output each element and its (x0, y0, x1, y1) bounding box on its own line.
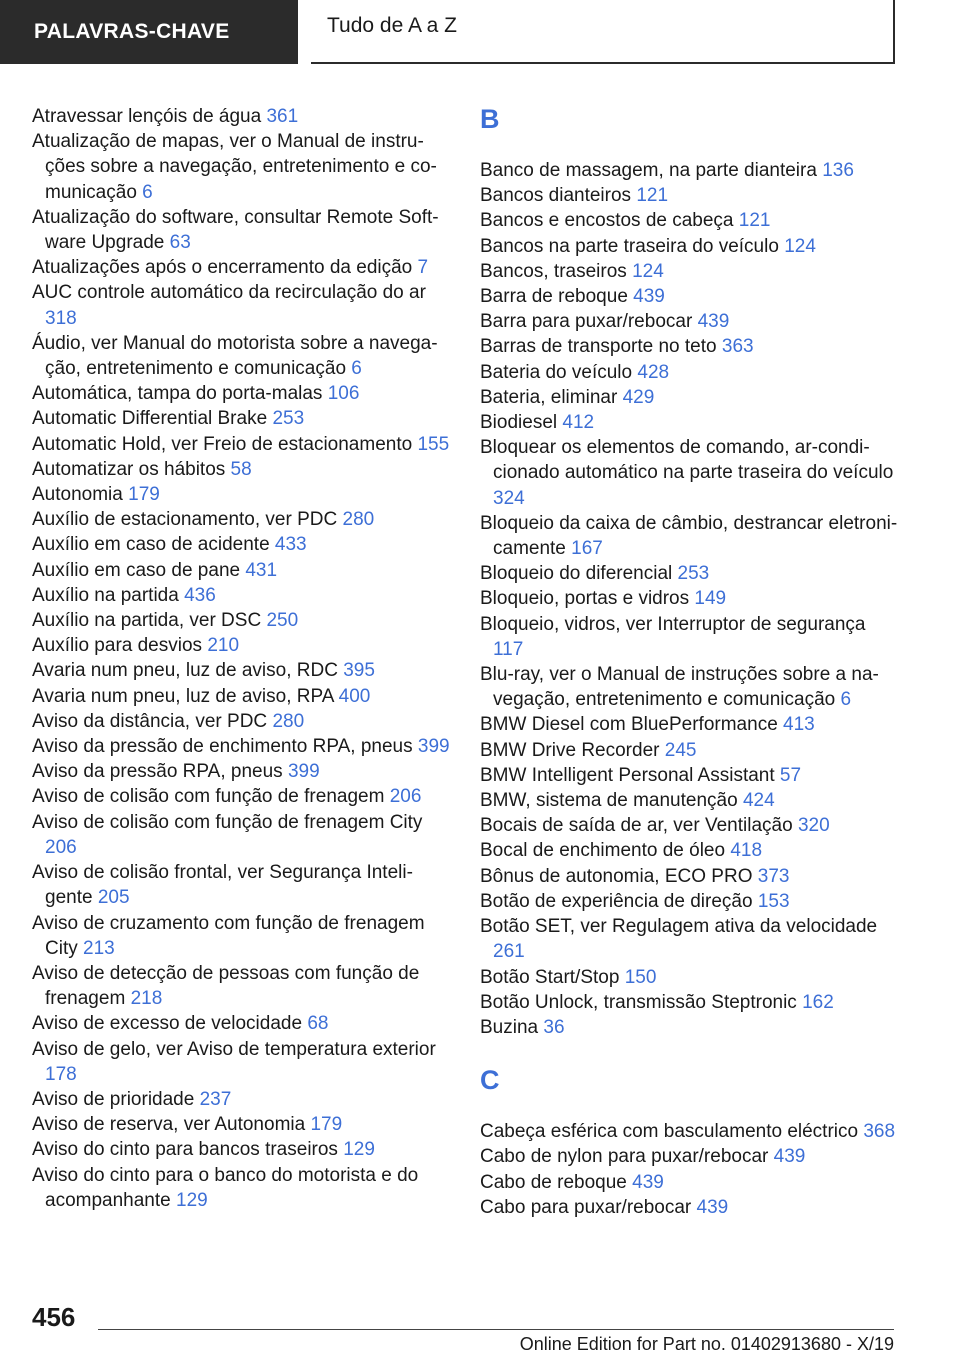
entry-text: Botão Start/Stop (480, 966, 620, 988)
entry-text: Bocais de saída de ar, ver Ventilação (480, 815, 793, 837)
page-reference-link[interactable]: 129 (176, 1189, 208, 1211)
footer-divider (98, 1329, 894, 1330)
index-entry (32, 482, 452, 507)
entry-text: Aviso de colisão com função de frenagem (32, 786, 385, 808)
section-label: PALAVRAS-CHAVE (34, 20, 230, 43)
page-reference-link[interactable]: 218 (130, 988, 163, 1010)
entry-text: Avaria num pneu, luz de aviso, RPA (32, 685, 334, 707)
page-reference-link[interactable]: 206 (45, 836, 77, 858)
entry-text: Automatic Differential Brake (32, 408, 268, 430)
entry-text: AUC controle automático da recirculação do ar (32, 282, 426, 304)
page-reference-link[interactable]: 68 (307, 1013, 329, 1035)
entry-text: Cabeça esférica com basculamento eléctrico (480, 1121, 859, 1143)
page-reference-link[interactable]: 439 (697, 311, 730, 333)
page-reference-link[interactable]: 399 (287, 761, 320, 783)
index-entry (32, 331, 452, 381)
entry-text: Bloqueio do diferencial (480, 563, 673, 585)
index-entry (32, 406, 452, 431)
entry-text: BMW Diesel com BluePerformance (480, 714, 778, 736)
index-entry (480, 990, 900, 1015)
index-entry (480, 1015, 900, 1040)
index-letter-b: B (480, 104, 500, 134)
page-reference-link[interactable]: 36 (543, 1016, 565, 1038)
index-entry (480, 334, 900, 359)
entry-text: Bloqueio, portas e vidros (480, 588, 690, 610)
entry-text: Aviso de gelo, ver Aviso de temperatura exterior (32, 1038, 436, 1060)
page-reference-link[interactable]: 363 (721, 336, 754, 358)
page-reference-link[interactable]: 6 (351, 358, 362, 380)
spacer (480, 1040, 900, 1065)
page-reference-link[interactable]: 63 (169, 232, 191, 254)
entry-text: Barras de transporte no teto (480, 336, 717, 358)
page-reference-link[interactable]: 124 (632, 260, 664, 282)
index-entry (32, 457, 452, 482)
entry-text: Atualização do software, consultar Remote Software Upgrade (32, 206, 439, 254)
spacer (480, 1095, 900, 1119)
entry-text: Bocal de enchimento de óleo (480, 840, 726, 862)
page-reference-link[interactable]: 6 (840, 689, 852, 711)
entry-text: Bancos dianteiros (480, 185, 632, 207)
page-reference-link[interactable]: 179 (128, 484, 160, 506)
index-entry (32, 1112, 452, 1137)
page-reference-link[interactable]: 162 (802, 991, 834, 1013)
page-reference-link[interactable]: 210 (207, 635, 240, 657)
page-reference-link[interactable]: 124 (784, 235, 816, 257)
page-reference-link[interactable]: 428 (637, 361, 670, 383)
entry-text: Bateria, eliminar (480, 386, 618, 408)
index-entry (32, 1137, 452, 1162)
page-reference-link[interactable]: 318 (45, 307, 77, 329)
index-entry (32, 532, 452, 557)
index-entry (480, 208, 900, 233)
page-reference-link[interactable]: 439 (696, 1196, 729, 1218)
entry-text: Aviso de colisão frontal, ver Segurança Inteligente (32, 862, 413, 909)
index-entry (480, 284, 900, 309)
page-reference-link[interactable]: 324 (493, 487, 525, 509)
index-entry (480, 234, 900, 259)
entry-text: Bateria do veículo (480, 361, 633, 383)
entry-text: Bancos na parte traseira do veículo (480, 235, 779, 257)
page-header (311, 0, 895, 64)
page-reference-link[interactable]: 58 (230, 458, 252, 480)
entry-text: Bancos e encostos de cabeça (480, 210, 734, 232)
page-reference-link[interactable]: 433 (274, 534, 307, 556)
index-entry (32, 633, 452, 658)
page-reference-link[interactable]: 399 (417, 736, 450, 758)
page-reference-link[interactable]: 395 (343, 660, 375, 682)
index-entry (480, 662, 900, 712)
index-entry (480, 1195, 900, 1220)
page-reference-link[interactable]: 320 (797, 815, 830, 837)
index-entry (480, 965, 900, 990)
page-reference-link[interactable]: 213 (83, 937, 115, 959)
page-reference-link[interactable]: 205 (97, 887, 130, 909)
page-reference-link[interactable]: 429 (622, 386, 655, 408)
index-entry (480, 511, 900, 561)
index-entry (32, 709, 452, 734)
index-entry (480, 259, 900, 284)
entry-text: Atravessar lençóis de água (32, 106, 262, 127)
entry-text: Auxílio em caso de acidente (32, 534, 270, 556)
entry-text: Avaria num pneu, luz de aviso, RDC (32, 660, 338, 682)
index-entry (32, 432, 452, 457)
page-reference-link[interactable]: 250 (266, 610, 299, 632)
index-entry (480, 712, 900, 737)
entry-text: Blu-ray, ver o Manual de instruções sobre a navegação, entretenimento e comunicação (480, 664, 879, 711)
index-column-right (480, 104, 900, 1220)
page-reference-link[interactable]: 155 (417, 433, 450, 455)
page-reference-link[interactable]: 253 (272, 408, 305, 430)
page-reference-link[interactable]: 261 (493, 941, 525, 963)
index-column-left (32, 104, 452, 1213)
index-entry (32, 255, 452, 280)
page-reference-link[interactable]: 129 (343, 1139, 375, 1161)
page-reference-link[interactable]: 400 (338, 685, 371, 707)
entry-text: Buzina (480, 1016, 539, 1038)
index-entry (480, 309, 900, 334)
index-entry (480, 435, 900, 511)
page-reference-link[interactable]: 6 (142, 181, 153, 203)
entry-text: Barra para puxar/rebocar (480, 311, 693, 333)
page-reference-link[interactable]: 431 (245, 559, 278, 581)
index-entry (32, 759, 452, 784)
index-entry (32, 205, 452, 255)
entry-text: Cabo de nylon para puxar/rebocar (480, 1146, 769, 1168)
page-reference-link[interactable]: 436 (184, 584, 216, 606)
entry-text: Automatic Hold, ver Freio de estacionamento (32, 433, 413, 455)
index-entry (480, 838, 900, 863)
index-group-c (480, 1119, 900, 1220)
entry-text: Banco de massagem, na parte dianteira (480, 160, 817, 181)
page-reference-link[interactable]: 121 (636, 185, 669, 207)
entry-text: Automática, tampa do porta-malas (32, 383, 323, 405)
index-entry (32, 684, 452, 709)
page-reference-link[interactable]: 439 (773, 1146, 806, 1168)
index-group-b (480, 158, 900, 1040)
footer-edition: Online Edition for Part no. 01402913680 - X/19 (519, 1334, 894, 1354)
entry-text: Bloqueio, vidros, ver Interruptor de segurança (480, 613, 866, 635)
page-reference-link[interactable]: 106 (327, 383, 360, 405)
page-reference-link[interactable]: 368 (863, 1121, 896, 1143)
entry-text: BMW Drive Recorder (480, 739, 660, 761)
entry-text: Bônus de autonomia, ECO PRO (480, 865, 753, 887)
index-entry (480, 763, 900, 788)
index-entry (480, 738, 900, 763)
index-entry (480, 561, 900, 586)
index-entry (32, 784, 452, 809)
page-reference-link[interactable]: 178 (45, 1063, 77, 1085)
page-reference-link[interactable]: 245 (664, 739, 697, 761)
entry-text: Aviso de prioridade (32, 1088, 195, 1110)
index-entry (480, 864, 900, 889)
index-entry (480, 813, 900, 838)
index-entry (480, 1144, 900, 1169)
index-entry (480, 385, 900, 410)
index-entry (32, 1163, 452, 1213)
entry-text: Atualizações após o encerramento da edição (32, 257, 413, 279)
index-entry (32, 1011, 452, 1036)
entry-text: Botão de experiência de direção (480, 890, 753, 912)
entry-text: Aviso de detecção de pessoas com função de frenagem (32, 962, 420, 1010)
index-entry (480, 914, 900, 964)
entry-text: Bancos, traseiros (480, 260, 627, 282)
page-reference-link[interactable]: 167 (571, 538, 603, 560)
page-reference-link[interactable]: 413 (783, 714, 815, 736)
page-reference-link[interactable]: 280 (272, 710, 305, 732)
index-entry (480, 183, 900, 208)
index-entry (32, 381, 452, 406)
page-reference-link[interactable]: 439 (632, 1171, 664, 1193)
index-entry (32, 658, 452, 683)
entry-text: Aviso da distância, ver PDC (32, 710, 268, 732)
page-reference-link[interactable]: 57 (779, 764, 802, 786)
index-entry (480, 1170, 900, 1195)
entry-text: Aviso de colisão com função de frenagem City (32, 811, 423, 833)
entry-text: Aviso do cinto para bancos traseiros (32, 1139, 338, 1161)
entry-text: Autonomia (32, 484, 123, 506)
page-reference-link[interactable]: 136 (822, 160, 854, 181)
entry-text: Bloqueio da caixa de câmbio, destrancar eletronicamente (480, 512, 898, 560)
index-entry (480, 1119, 900, 1144)
index-entry (480, 360, 900, 385)
entry-text: Cabo para puxar/rebocar (480, 1196, 692, 1218)
entry-text: Aviso da pressão de enchimento RPA, pneus (32, 736, 413, 758)
index-entry (32, 1087, 452, 1112)
entry-text: Biodiesel (480, 412, 558, 434)
page-reference-link[interactable]: 253 (677, 563, 710, 585)
page-reference-link[interactable]: 153 (757, 890, 790, 912)
index-entry (480, 889, 900, 914)
page-reference-link[interactable]: 439 (633, 286, 665, 308)
entry-text: Auxílio de estacionamento, ver PDC (32, 509, 338, 531)
entry-text: Barra de reboque (480, 286, 628, 308)
entry-text: BMW Intelligent Personal Assistant (480, 764, 775, 786)
page-reference-link[interactable]: 117 (493, 638, 524, 660)
index-entry (32, 104, 452, 129)
entry-text: Aviso de reserva, ver Autonomia (32, 1114, 306, 1136)
page-reference-link[interactable]: 7 (417, 257, 429, 279)
page-reference-link[interactable]: 237 (199, 1088, 232, 1110)
index-entry (32, 608, 452, 633)
index-entry (32, 734, 452, 759)
index-entry (32, 911, 452, 961)
index-entry (32, 558, 452, 583)
page-number: 456 (32, 1302, 76, 1332)
entry-text: Cabo de reboque (480, 1171, 627, 1193)
page-reference-link[interactable]: 280 (342, 509, 375, 531)
spacer (480, 134, 900, 158)
page-reference-link[interactable]: 361 (266, 106, 299, 127)
entry-text: Atualização de mapas, ver o Manual de instruções sobre a navegação, entretenimento e comunicação (32, 131, 437, 203)
page-reference-link[interactable]: 373 (757, 865, 790, 887)
index-entry (32, 129, 452, 205)
index-entry (480, 788, 900, 813)
entry-text: Aviso de cruzamento com função de frenagem City (32, 912, 425, 959)
entry-text: Botão Unlock, transmissão Steptronic (480, 991, 797, 1013)
page-reference-link[interactable]: 150 (624, 966, 657, 988)
entry-text: Aviso da pressão RPA, pneus (32, 761, 283, 783)
index-entry (32, 1037, 452, 1087)
entry-text: Aviso do cinto para o banco do motorista e do acompanhante (32, 1164, 419, 1211)
index-entry (32, 583, 452, 608)
page-reference-link[interactable]: 418 (730, 840, 763, 862)
entry-text: Botão SET, ver Regulagem ativa da velocidade (480, 916, 878, 938)
entry-text: Auxílio em caso de pane (32, 559, 241, 581)
index-entry (480, 586, 900, 611)
index-entry (32, 860, 452, 910)
index-entry (480, 410, 900, 435)
index-entry (32, 810, 452, 860)
page-reference-link[interactable]: 179 (310, 1114, 343, 1136)
page-reference-link[interactable]: 206 (389, 786, 422, 808)
index-entry (32, 280, 452, 330)
entry-text: Auxílio para desvios (32, 635, 203, 657)
entry-text: Áudio, ver Manual do motorista sobre a navegação, entretenimento e comunicação (32, 332, 438, 380)
entry-text: Automatizar os hábitos (32, 458, 226, 480)
index-entry (32, 507, 452, 532)
page-reference-link[interactable]: 149 (694, 588, 727, 610)
page-reference-link[interactable]: 412 (562, 412, 595, 434)
entry-text: BMW, sistema de manutenção (480, 790, 738, 812)
index-entry (480, 158, 900, 183)
page-reference-link[interactable]: 121 (738, 210, 771, 232)
entry-text: Aviso de excesso de velocidade (32, 1013, 303, 1035)
index-entry (32, 961, 452, 1011)
entry-text: Auxílio na partida, ver DSC (32, 610, 262, 632)
entry-text: Bloquear os elementos de comando, ar-condicionado automático na parte traseira do veículo (480, 437, 894, 484)
page-reference-link[interactable]: 424 (742, 790, 775, 812)
entry-text: Auxílio na partida (32, 584, 179, 606)
index-entry (480, 612, 900, 662)
section-tab (0, 0, 298, 64)
index-letter-c: C (480, 1065, 500, 1096)
page-title: Tudo de A a Z (327, 14, 457, 37)
